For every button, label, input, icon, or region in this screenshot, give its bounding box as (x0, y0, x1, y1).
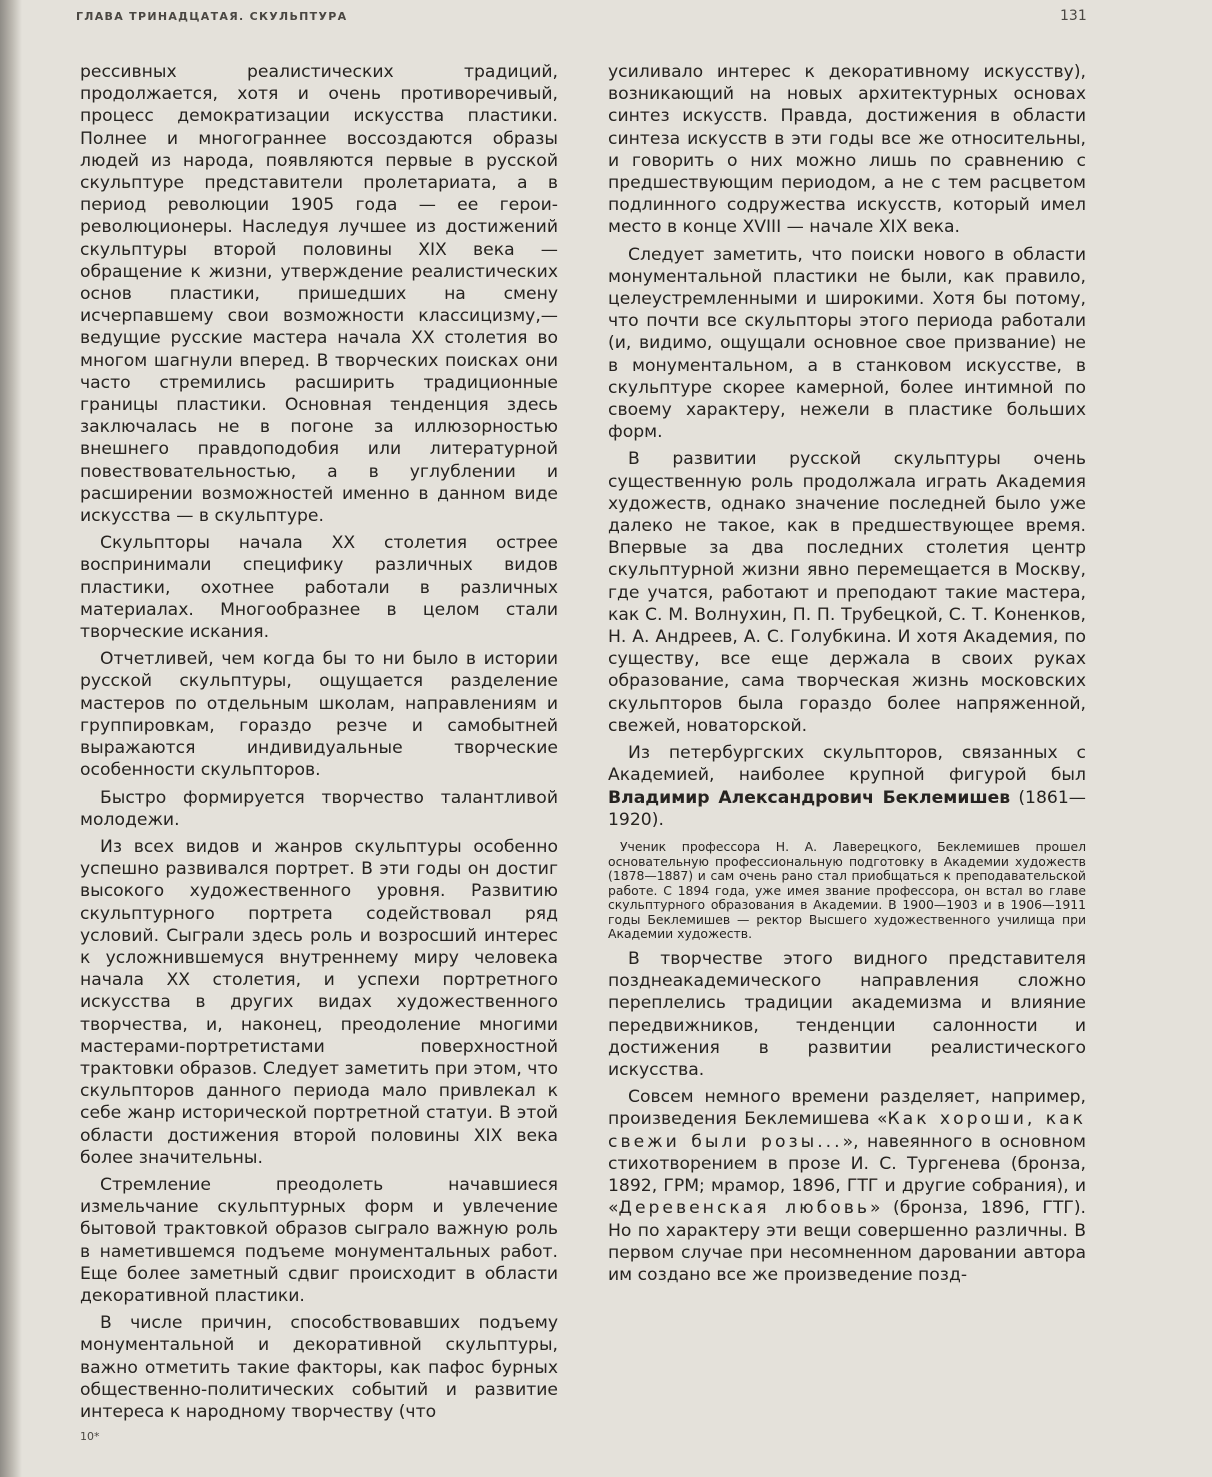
paragraph: Скульпторы начала XX столетия острее воспринимали специфику различных видов пластики, охотнее работали в различных материалах. Многообразнее в целом стали творческие искания. (80, 533, 558, 643)
left-column (80, 61, 558, 1423)
page-edge-shadow (0, 0, 22, 1477)
paragraph: рессивных реалистических традиций, продолжается, хотя и очень противоречивый, процесс демократизации искусства пластики. Полнее и многограннее воссоздаются образы людей из народа, появляются первые в русской скульптуре представители пролетариата, а в период революции 1905 года — ее герои-революционеры. Наследуя лучшее из достижений скульптуры второй половины XIX века — обращение к жизни, утверждение реалистических основ пластики, пришедших на смену исчерпавшему свои возможности классицизму,— ведущие русские мастера начала XX столетия во многом шагнули вперед. В творческих поисках они часто стремились расширить традиционные границы пластики. Основная тенденция здесь заключалась не в погоне за иллюзорностью внешнего правдоподобия или литературной повествовательностью, а в углублении и расширении возможностей именно в данном виде искусства — в скульптуре. (80, 62, 558, 527)
artist-dates: (1861—1920). (608, 787, 1086, 830)
paragraph: Стремление преодолеть начавшиеся измельчание скульптурных форм и увлечение бытовой трактовкой образов сыграло важную роль в наметившемся подъеме монументальных работ. Еще более заметный сдвиг происходит в области декоративной пластики. (80, 1174, 558, 1306)
artwork-title: Деревенская любовь (618, 1198, 870, 1219)
paragraph-text: », навеянного в основном стихотворением в прозе И. С. Тургенева (бронза, 1892, ГРМ; мрамор, 1896, ГТГ и другие собрания), и « (608, 1131, 1086, 1219)
biographical-note: Ученик профессора Н. А. Лаверецкого, Беклемишев прошел основательную профессиональную подготовку в Академии художеств (1878—1887) и сам очень рано стал приобщаться к преподавательской работе. С 1894 года, уже имея звание профессора, он встал во главе скульптурного образования в Академии. В 1900—1903 и в 1906—1911 годы Беклемишев — ректор Высшего художественного училища при Академии художеств. (608, 838, 1086, 942)
paragraph-text: Совсем немного времени разделяет, например, произведения Беклемишева « (608, 1087, 1086, 1130)
artist-name: Владимир Александрович Беклемишев (608, 787, 1011, 808)
artwork-title: Как хороши, как свежи были розы... (608, 1109, 1087, 1152)
paragraph-text: Из петербургских скульпторов, связанных с Академией, наиболее крупной фигурой был (608, 743, 1086, 786)
printer-signature: 10* (80, 1430, 100, 1443)
right-column (608, 61, 1086, 1286)
page-number: 131 (1060, 8, 1087, 24)
paragraph: Из всех видов и жанров скульптуры особенно успешно развивался портрет. В эти годы он достиг высокого художественного уровня. Развитию скульптурного портрета содействовал ряд условий. Сыграли здесь роль и возросший интерес к усложнившемуся внутреннему миру человека начала XX столетия, и успехи портретного искусства в других видах художественного творчества, и, наконец, преодоление многими мастерами-портретистами поверхностной трактовки образов. Следует заметить при этом, что скульпторов данного периода мало привлекал к себе жанр исторической портретной статуи. В этой области достижения второй половины XIX века более значительны. (80, 836, 558, 1168)
paragraph (608, 1086, 1086, 1286)
paragraph: Отчетливей, чем когда бы то ни было в истории русской скульптуры, ощущается разделение мастеров по отдельным школам, направлениям и группировкам, гораздо резче и самобытней выражаются индивидуальные творческие особенности скульпторов. (80, 649, 558, 781)
paragraph-text: » (бронза, 1896, ГТГ). Но по характеру эти вещи совершенно различны. В первом случае при несомненном даровании автора им создано все же произведение позд- (608, 1198, 1086, 1285)
paragraph: Следует заметить, что поиски нового в области монументальной пластики не были, как правило, целеустремленными и широкими. Хотя бы потому, что почти все скульпторы этого периода работали (и, видимо, ощущали основное свое призвание) не в монументальном, а в станковом искусстве, в скульптуре скорее камерной, более интимной по своему характеру, нежели в пластике больших форм. (608, 244, 1086, 443)
paragraph: В творчестве этого видного представителя позднеакадемического направления сложно переплелись традиции академизма и влияние передвижников, тенденции салонности и достижения в развитии реалистического искусства. (608, 949, 1086, 1081)
paragraph (608, 742, 1086, 831)
paragraph: усиливало интерес к декоративному искусству), возникающий на новых архитектурных основах синтез искусств. Правда, достижения в области синтеза искусств в эти годы все же относительны, и говорить о них можно лишь по сравнению с предшествующим периодом, а не с тем расцветом подлинного содружества искусств, который имел место в конце XVIII — начале XIX века. (608, 62, 1086, 238)
paragraph: В числе причин, способствовавших подъему монументальной и декоративной скульптуры, важно отметить такие факторы, как пафос бурных общественно-политических событий и развитие интереса к народному творчеству (что (80, 1313, 558, 1422)
paragraph: Быстро формируется творчество талантливой молодежи. (80, 787, 558, 830)
paragraph: В развитии русской скульптуры очень существенную роль продолжала играть Академия художеств, однако значение последней было уже далеко не такое, как в предшествующее время. Впервые за два последних столетия центр скульптурной жизни явно перемещается в Москву, где учатся, работают и преподают такие мастера, как С. М. Волнухин, П. П. Трубецкой, С. Т. Коненков, Н. А. Андреев, А. С. Голубкина. И хотя Академия, по существу, все еще держала в своих руках образование, сама творческая жизнь московских скульпторов была гораздо более напряженной, свежей, новаторской. (608, 449, 1086, 736)
running-head: ГЛАВА ТРИНАДЦАТАЯ. СКУЛЬПТУРА (76, 10, 348, 23)
